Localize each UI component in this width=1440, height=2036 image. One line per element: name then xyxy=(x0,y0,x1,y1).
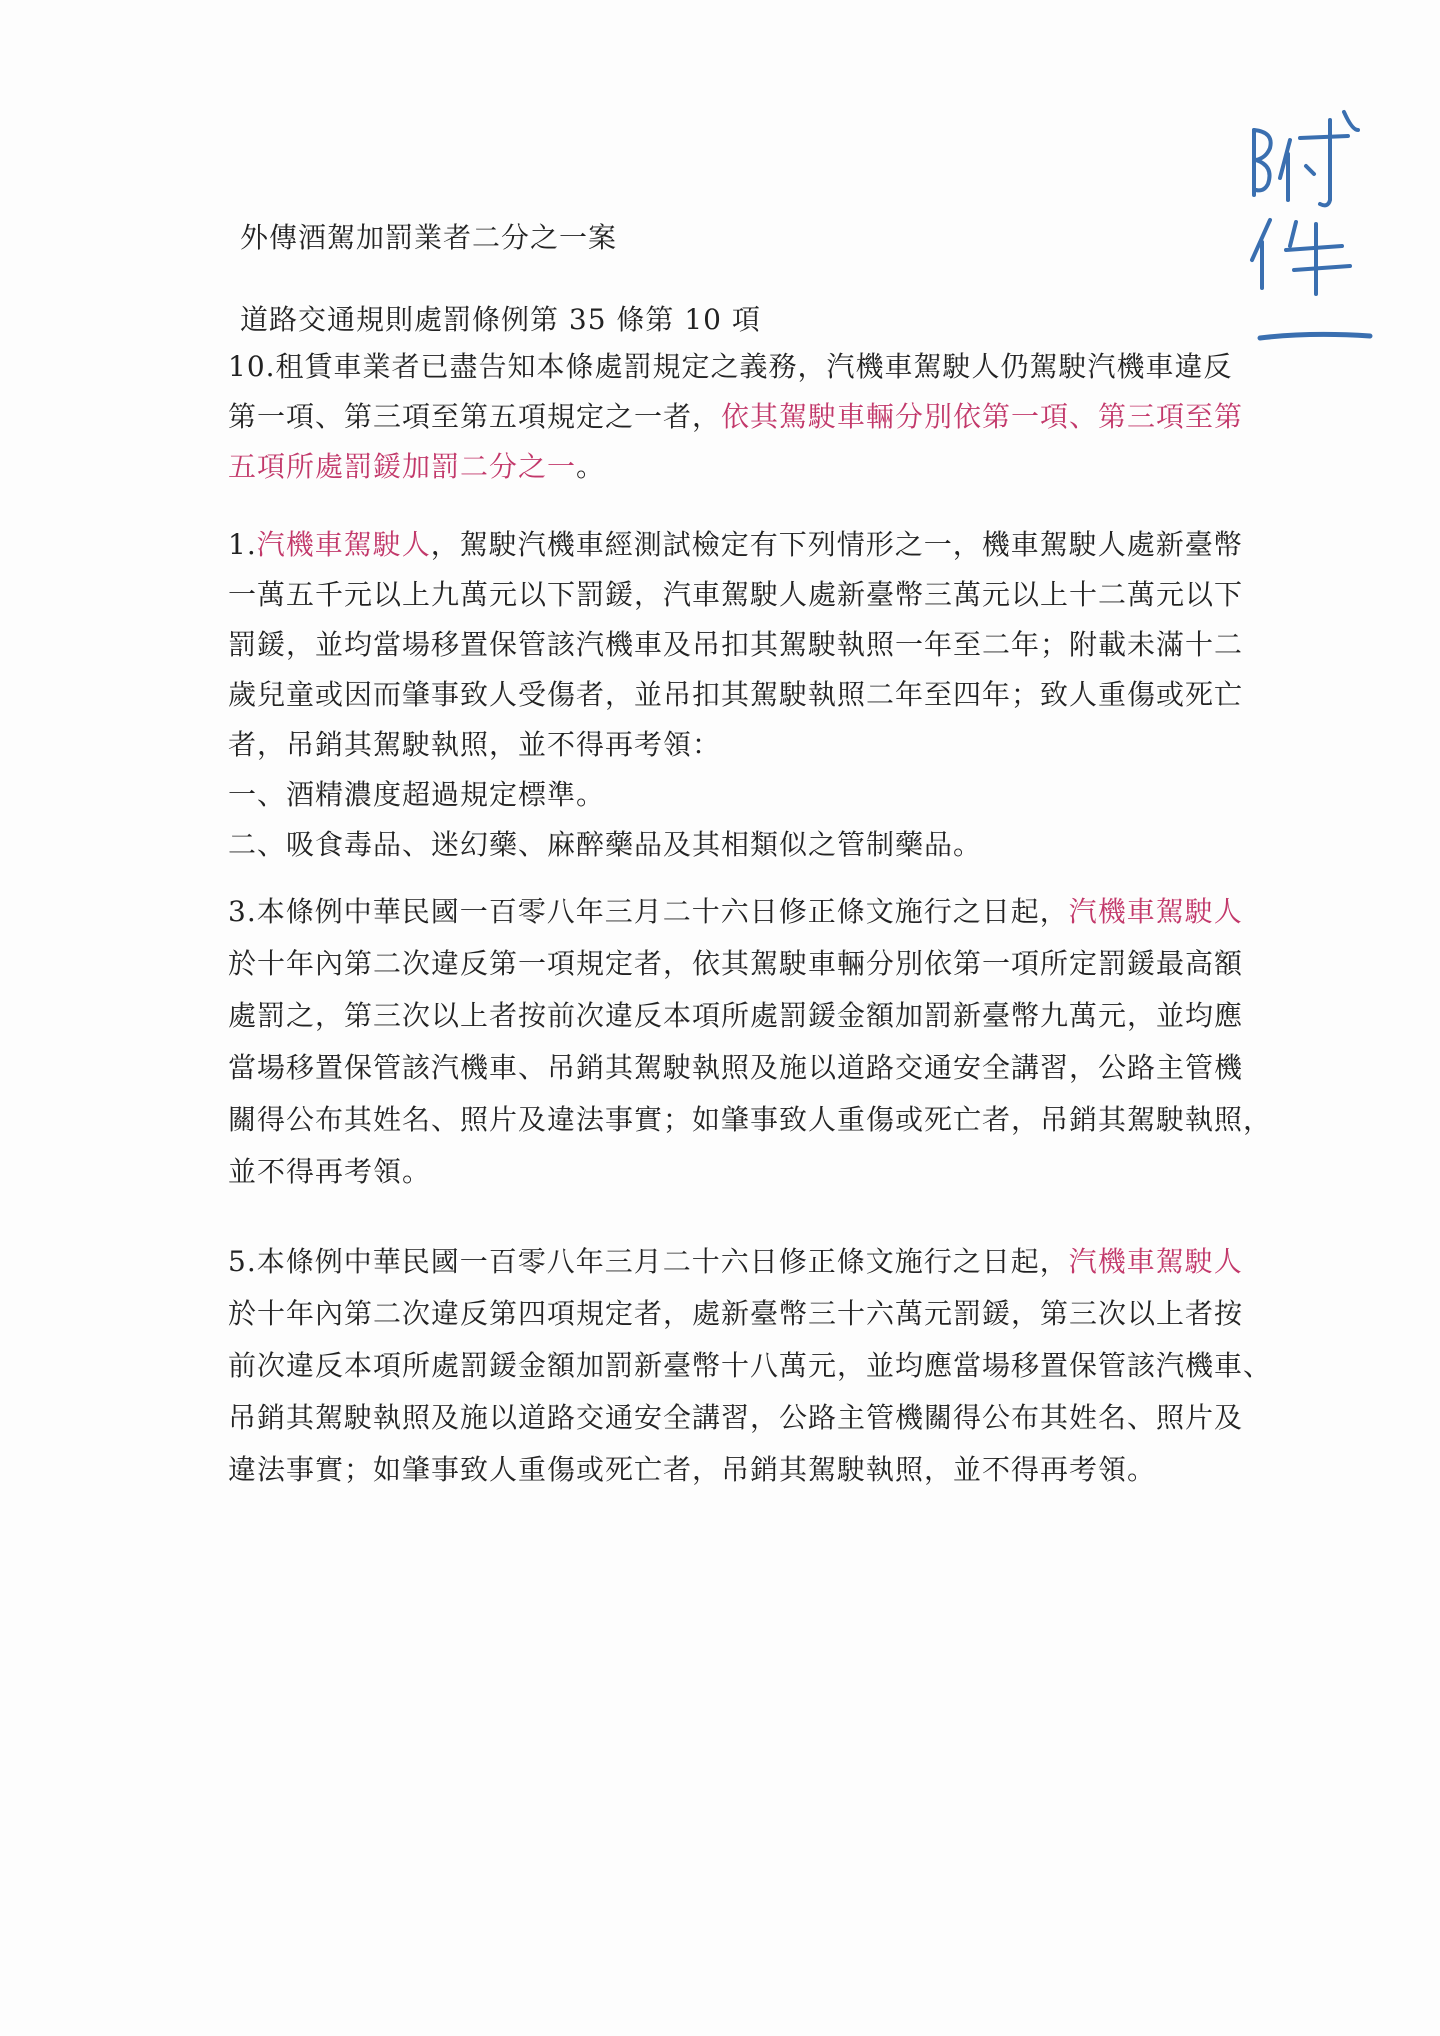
highlighted-text: 五項所處罰鍰加罰二分之一 xyxy=(228,450,577,483)
highlighted-text: 汽機車駕駛人 xyxy=(1068,895,1243,928)
paragraph-item-3 xyxy=(228,886,1273,1198)
law-reference: 道路交通規則處罰條例第 35 條第 10 項 xyxy=(240,303,761,336)
paragraph-line xyxy=(228,442,1268,492)
highlighted-text: 汽機車駕駛人 xyxy=(256,528,431,561)
highlighted-text: 汽機車駕駛人 xyxy=(1068,1245,1243,1278)
paragraph-line: 一萬五千元以上九萬元以下罰鍰，汽車駕駛人處新臺幣三萬元以上十二萬元以下 xyxy=(228,578,1244,611)
paragraph-line: 並不得再考領。 xyxy=(228,1155,432,1188)
paragraph-line: 違法事實；如肇事致人重傷或死亡者，吊銷其駕駛執照，並不得再考領。 xyxy=(228,1453,1157,1486)
list-item: 二、吸食毒品、迷幻藥、麻醉藥品及其相類似之管制藥品。 xyxy=(228,828,983,861)
handwritten-attachment-one-glyphs xyxy=(1240,100,1380,360)
paragraph-line: 歲兒童或因而肇事致人受傷者，並吊扣其駕駛執照二年至四年；致人重傷或死亡 xyxy=(228,678,1244,711)
paragraph-line: 關得公布其姓名、照片及違法事實；如肇事致人重傷或死亡者，吊銷其駕駛執照， xyxy=(228,1103,1273,1136)
paragraph-line: 罰鍰，並均當場移置保管該汽機車及吊扣其駕駛執照一年至二年；附載未滿十二 xyxy=(228,628,1244,661)
highlighted-text: 依其駕駛車輛分別依第一項、第三項至第 xyxy=(721,400,1244,433)
paragraph-line: 處罰之，第三次以上者按前次違反本項所處罰鍰金額加罰新臺幣九萬元，並均應 xyxy=(228,999,1244,1032)
paragraph-line: 於十年內第二次違反第四項規定者，處新臺幣三十六萬元罰鍰，第三次以上者按 xyxy=(228,1297,1244,1330)
plain-text: 5.本條例中華民國一百零八年三月二十六日修正條文施行之日起， xyxy=(228,1245,1069,1278)
paragraph-line: 於十年內第二次違反第一項規定者，依其駕駛車輛分別依第一項所定罰鍰最高額 xyxy=(228,947,1244,980)
paragraph-item-10 xyxy=(228,342,1268,492)
document-title: 外傳酒駕加罰業者二分之一案 xyxy=(240,221,618,254)
paragraph-line: 前次違反本項所處罰鍰金額加罰新臺幣十八萬元，並均應當場移置保管該汽機車、 xyxy=(228,1349,1273,1382)
plain-text: 第一項、第三項至第五項規定之一者， xyxy=(228,400,722,433)
plain-text: 3.本條例中華民國一百零八年三月二十六日修正條文施行之日起， xyxy=(228,895,1069,928)
paragraph-line xyxy=(228,392,1268,442)
item-number: 1. xyxy=(228,528,257,561)
paragraph-item-5 xyxy=(228,1236,1273,1496)
paragraph-item-1 xyxy=(228,520,1268,870)
handwritten-annotation xyxy=(1240,100,1380,360)
paragraph-line xyxy=(228,520,1268,570)
plain-text: ，駕駛汽機車經測試檢定有下列情形之一，機車駕駛人處新臺幣 xyxy=(430,528,1243,561)
paragraph-line: 當場移置保管該汽機車、吊銷其駕駛執照及施以道路交通安全講習，公路主管機 xyxy=(228,1051,1244,1084)
list-item: 一、酒精濃度超過規定標準。 xyxy=(228,778,606,811)
paragraph-line xyxy=(228,1236,1268,1288)
paragraph-line: 10.租賃車業者已盡告知本條處罰規定之義務，汽機車駕駛人仍駕駛汽機車違反 xyxy=(228,350,1233,383)
paragraph-line xyxy=(228,886,1268,938)
plain-text: 。 xyxy=(576,450,606,483)
paragraph-line: 吊銷其駕駛執照及施以道路交通安全講習，公路主管機關得公布其姓名、照片及 xyxy=(228,1401,1244,1434)
paragraph-line: 者，吊銷其駕駛執照，並不得再考領： xyxy=(228,728,722,761)
